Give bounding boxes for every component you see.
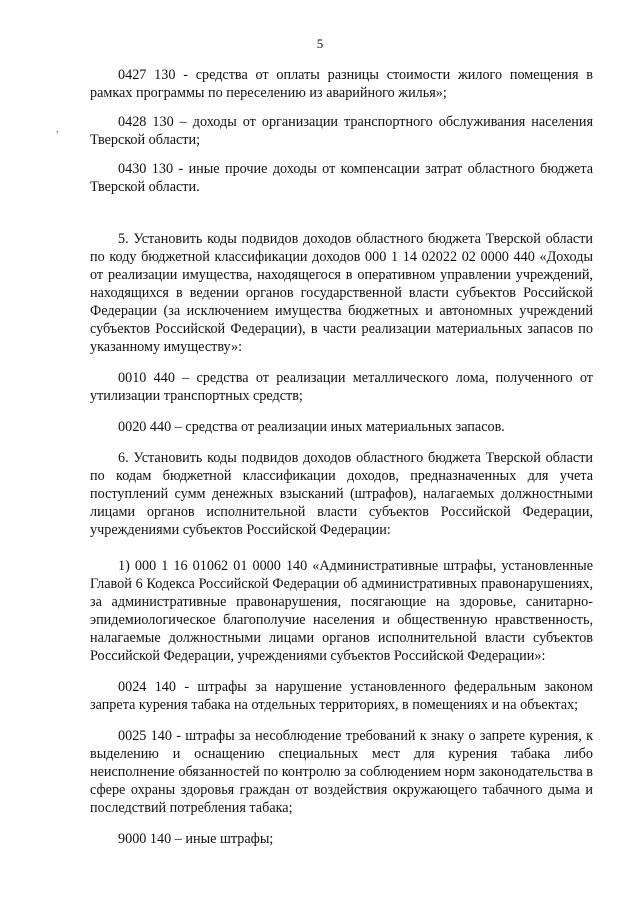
- paragraph-0020: 0020 440 – средства от реализации иных материальных запасов.: [118, 419, 505, 435]
- paragraph-item-5: 5. Установить коды подвидов доходов областного бюджета Тверской области по коду бюджетной классификации доходов 000 1 14 02022 02 0000 440 «Доходы от реализации имущества, находящегося в оперативном управлении учреждений, находящихся в ведении органов государственной власти субъектов Российской Федерации (за исключением имущества бюджетных и автономных учреждений субъектов Российской Федерации), в части реализации материальных запасов по указанному имуществу»:: [90, 231, 593, 355]
- paragraph-item-6: 6. Установить коды подвидов доходов областного бюджета Тверской области по кодам бюджетной классификации доходов, предназначенных для учета поступлений сумм денежных взысканий (штрафов), налагаемых должностными лицами органов исполнительной власти субъектов Российской Федерации, учреждениями субъектов Российской Федерации:: [90, 450, 593, 538]
- paragraph-0010: 0010 440 – средства от реализации металлического лома, полученного от утилизации транспортных средств;: [90, 370, 593, 404]
- paragraph-9000: 9000 140 – иные штрафы;: [118, 831, 274, 847]
- document-body: [90, 66, 593, 848]
- paragraph-0427: 0427 130 - средства от оплаты разницы стоимости жилого помещения в рамках программы по переселению из аварийного жилья»;: [90, 67, 593, 101]
- margin-mark: ,: [56, 124, 59, 135]
- paragraph-0430: 0430 130 - иные прочие доходы от компенсации затрат областного бюджета Тверской области.: [90, 161, 593, 195]
- paragraph-0025: 0025 140 - штрафы за несоблюдение требований к знаку о запрете курения, к выделению и оснащению специальных мест для курения табака либо неисполнение обязанностей по контролю за соблюдением норм законодательства в сфере охраны здоровья граждан от воздействия окружающего табачного дыма и последствий потребления табака;: [90, 728, 593, 816]
- page-number: 5: [316, 36, 324, 51]
- paragraph-0024: 0024 140 - штрафы за нарушение установленного федеральным законом запрета курения табака на отдельных территориях, в помещениях и на объектах;: [90, 679, 593, 713]
- paragraph-0428: 0428 130 – доходы от организации транспортного обслуживания населения Тверской области;: [90, 114, 593, 148]
- paragraph-subitem-1: 1) 000 1 16 01062 01 0000 140 «Административные штрафы, установленные Главой 6 Кодекса Российской Федерации об административных правонарушениях, за административные правонарушения, посягающие на здоровье, санитарно-эпидемиологическое благополучие населения и общественную нравственность, налагаемые должностными лицами органов исполнительной власти субъектов Российской Федерации, учреждениями субъектов Российской Федерации»:: [90, 558, 593, 664]
